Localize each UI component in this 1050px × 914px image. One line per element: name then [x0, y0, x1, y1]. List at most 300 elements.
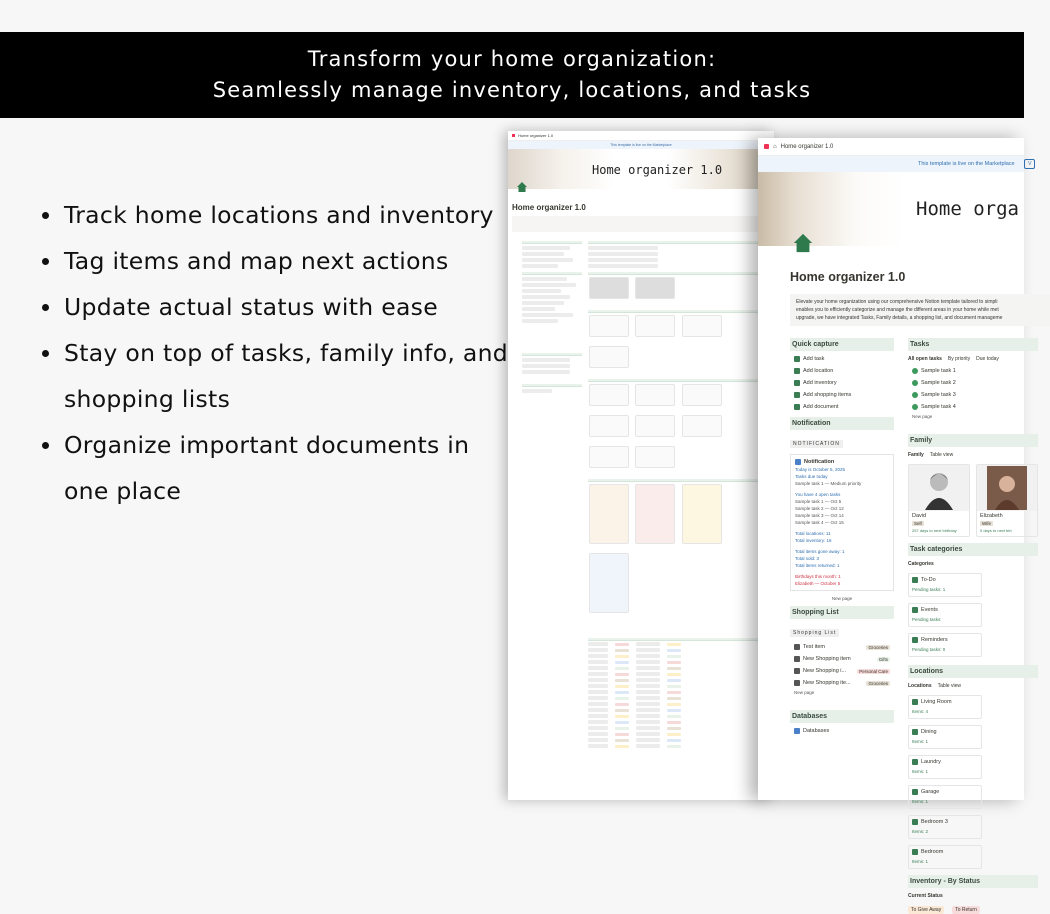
family-card[interactable]	[908, 464, 970, 537]
location-card-label: Living Room	[921, 699, 952, 705]
tab-family[interactable]: Family	[908, 452, 924, 458]
mini-tag	[667, 679, 681, 682]
mini-table-row	[588, 743, 763, 749]
databases-header: Databases	[790, 710, 894, 723]
add-icon	[794, 404, 800, 410]
tab-title[interactable]: Home organizer 1.0	[518, 133, 554, 138]
shopping-view-tab[interactable]: Shopping List	[790, 629, 839, 637]
mini-cell	[588, 702, 608, 706]
mini-card	[589, 553, 629, 613]
mini-section-header	[522, 384, 582, 387]
shopping-tag: Groceries	[868, 680, 888, 686]
header-banner	[0, 32, 1024, 118]
location-card-title	[912, 699, 978, 705]
mini-cell	[636, 744, 660, 748]
mini-tag	[667, 685, 681, 688]
mini-card	[682, 315, 722, 337]
mini-tag	[615, 679, 629, 682]
notification-header: Notification	[790, 417, 894, 430]
person-name: David	[912, 513, 927, 519]
pin-icon	[912, 759, 918, 765]
mini-card	[589, 484, 629, 544]
location-card[interactable]	[908, 845, 982, 869]
notification-heading	[795, 458, 889, 466]
mini-card	[682, 384, 722, 406]
notification-line: You have 4 open tasks	[795, 492, 841, 497]
locations-header: Locations	[908, 665, 1038, 678]
birthday-note: 257 days to next birthday	[912, 528, 957, 533]
feature-list	[40, 192, 510, 514]
task-categories-header: Task categories	[908, 543, 1038, 556]
mini-card	[635, 315, 675, 337]
inventory-status-columns	[908, 906, 1038, 914]
mini-row	[522, 246, 570, 250]
cart-icon	[794, 680, 800, 686]
location-card-title	[912, 729, 978, 735]
mini-row	[522, 364, 570, 368]
mini-tag	[667, 643, 681, 646]
quick-capture-label: Add inventory	[803, 380, 837, 386]
tasks-view-tabs	[908, 353, 1038, 365]
mini-tag	[615, 709, 629, 712]
mini-cell	[636, 654, 660, 658]
mini-cell	[636, 708, 660, 712]
category-card-label: Reminders	[921, 637, 948, 643]
quick-capture-header: Quick capture	[790, 338, 894, 351]
mini-tag	[615, 703, 629, 706]
right-column	[588, 237, 763, 749]
mini-tag	[615, 697, 629, 700]
location-card-title	[912, 789, 978, 795]
check-circle-icon[interactable]	[912, 392, 918, 398]
location-card-sub: Items: 2	[912, 829, 929, 834]
mini-row	[522, 264, 558, 268]
location-card-label: Garage	[921, 789, 940, 795]
mini-tag	[615, 739, 629, 742]
family-card[interactable]	[976, 464, 1038, 537]
app-icon	[512, 134, 515, 137]
shopping-item-name: New Shopping ite...	[803, 680, 851, 686]
banner-line-2: Seamlessly manage inventory, locations, and tasks	[212, 78, 812, 102]
task-item[interactable]	[908, 377, 1038, 389]
mini-tag	[615, 721, 629, 724]
mini-card	[589, 446, 629, 468]
pin-icon	[912, 819, 918, 825]
mini-tag	[615, 649, 629, 652]
mini-tag	[667, 709, 681, 712]
location-card[interactable]	[908, 815, 982, 839]
mini-cell	[588, 666, 608, 670]
mini-tag	[667, 697, 681, 700]
new-page-link[interactable]: New page	[831, 596, 853, 601]
mini-cell	[636, 696, 660, 700]
mini-cell	[636, 660, 660, 664]
location-card-label: Dining	[921, 729, 937, 735]
cart-icon	[794, 656, 800, 662]
mini-card	[635, 384, 675, 406]
notion-window-front	[758, 138, 1032, 913]
mini-cell	[588, 672, 608, 676]
add-icon	[794, 356, 800, 362]
mini-card	[635, 484, 675, 544]
family-header: Family	[908, 434, 1038, 447]
notification-date: Today is October 5, 2025	[795, 467, 846, 472]
shopping-item[interactable]	[790, 653, 894, 665]
mini-cell	[588, 720, 608, 724]
mini-cell	[636, 702, 660, 706]
mini-cell	[588, 726, 608, 730]
marketplace-notice: This template is live on the Marketplace	[508, 141, 774, 149]
category-card[interactable]	[908, 633, 982, 657]
house-icon	[792, 232, 814, 254]
location-card-title	[912, 759, 978, 765]
database-icon	[794, 728, 800, 734]
mini-section-header	[588, 241, 763, 244]
mini-table	[588, 641, 763, 749]
mini-row	[522, 252, 564, 256]
quick-capture-item[interactable]	[790, 353, 894, 365]
notion-window-back	[508, 131, 774, 800]
cart-icon	[794, 644, 800, 650]
callout-block	[512, 216, 770, 232]
mini-card	[635, 446, 675, 468]
mini-cell	[636, 690, 660, 694]
databases-link[interactable]	[790, 725, 894, 737]
cover-title: Home organizer 1.0	[592, 163, 723, 177]
tab-title[interactable]: Home organizer 1.0	[780, 143, 834, 150]
mini-row	[522, 283, 576, 287]
birthday-note: 0 days to next birt	[980, 528, 1012, 533]
mini-cell	[636, 720, 660, 724]
status-to-return[interactable]: To Return	[952, 906, 980, 914]
mini-tag	[667, 745, 681, 748]
notification-line: Sample task 2 — Oct 12	[795, 506, 844, 511]
mini-tag	[615, 733, 629, 736]
shopping-tag: Gifts	[878, 656, 888, 662]
location-card[interactable]	[908, 785, 982, 809]
quick-capture-label: Add document	[803, 404, 839, 410]
shopping-list	[790, 641, 894, 689]
quick-capture-label: Add shopping items	[803, 392, 852, 398]
notification-box	[790, 454, 894, 591]
feature-item: Stay on top of tasks, family info, and shopping lists	[40, 330, 510, 422]
person-name: Elizabeth	[980, 513, 1003, 519]
mini-tag	[615, 643, 629, 646]
mini-tag	[615, 655, 629, 658]
category-card-sub: Pending tasks:	[912, 617, 942, 622]
mini-tag	[667, 649, 681, 652]
inventory-header: Inventory - By Status	[908, 875, 1038, 888]
category-card-title	[912, 637, 978, 643]
feature-item: Track home locations and inventory	[40, 192, 510, 238]
mini-cell	[636, 738, 660, 742]
mini-row	[588, 246, 658, 250]
bell-icon	[795, 459, 801, 465]
feature-item: Tag items and map next actions	[40, 238, 510, 284]
quick-capture-item[interactable]	[790, 377, 894, 389]
mini-cell	[588, 744, 608, 748]
mini-cell	[588, 642, 608, 646]
feature-item: Update actual status with ease	[40, 284, 510, 330]
callout-block	[790, 294, 1050, 326]
mini-cell	[588, 708, 608, 712]
mini-tag	[615, 661, 629, 664]
window-tabbar	[758, 138, 1024, 156]
check-circle-icon[interactable]	[912, 404, 918, 410]
shopping-item[interactable]	[790, 665, 894, 677]
mini-cell	[636, 678, 660, 682]
callout-line: upgrade, we have integrated Tasks, Family details, a shopping list, and document manageme	[796, 315, 1003, 321]
mini-cell	[588, 696, 608, 700]
mini-row	[588, 252, 658, 256]
notification-line: Total inventory: 16	[795, 538, 832, 543]
mini-tag	[667, 691, 681, 694]
tab-locations[interactable]: Locations	[908, 683, 932, 689]
category-card[interactable]	[908, 603, 982, 627]
pin-icon	[912, 789, 918, 795]
task-list	[908, 365, 1038, 413]
mini-cell	[588, 678, 608, 682]
mini-row	[522, 277, 567, 281]
tab-table-view[interactable]: Table view	[937, 683, 961, 689]
mini-cell	[588, 738, 608, 742]
location-card-sub: Items: 4	[912, 709, 929, 714]
mini-tag	[667, 715, 681, 718]
quick-capture-label: Add task	[803, 356, 825, 362]
mini-tag	[667, 733, 681, 736]
add-icon	[794, 380, 800, 386]
shopping-item-name: New Shopping i...	[803, 668, 847, 674]
mini-row	[522, 258, 573, 262]
task-item[interactable]	[908, 389, 1038, 401]
mini-cell	[588, 684, 608, 688]
quick-capture-list	[790, 353, 894, 413]
task-name: Sample task 1	[921, 368, 956, 374]
cover-image	[508, 149, 774, 189]
location-card-sub: Items: 1	[912, 769, 929, 774]
house-tab-icon: ⌂	[773, 143, 777, 150]
mini-row	[522, 307, 555, 311]
avatar	[977, 465, 1037, 511]
right-column	[908, 338, 1038, 914]
category-gallery	[908, 573, 1038, 657]
mini-cell	[636, 714, 660, 718]
location-card[interactable]	[908, 695, 982, 719]
mini-cell	[636, 684, 660, 688]
notification-line: Total items returned: 1	[795, 563, 840, 568]
tab-due-today[interactable]: Due today	[976, 356, 999, 362]
mini-tag	[615, 685, 629, 688]
mini-row	[522, 358, 570, 362]
mini-row	[522, 370, 570, 374]
category-card-sub: Pending tasks: 0	[912, 647, 946, 652]
mini-tag	[667, 655, 681, 658]
category-card-title	[912, 577, 978, 583]
marketplace-notice	[758, 156, 1032, 172]
tab-all-open-tasks[interactable]: All open tasks	[908, 356, 942, 362]
mini-tag	[667, 667, 681, 670]
tab-categories[interactable]: Categories	[908, 561, 934, 567]
mini-cell	[636, 726, 660, 730]
location-card-sub: Items: 1	[912, 859, 929, 864]
status-to-give-away[interactable]: To Give Away	[908, 906, 944, 914]
family-view-tabs	[908, 449, 1038, 461]
mini-row	[522, 319, 558, 323]
mini-row	[522, 313, 573, 317]
relation-badge: Wife	[982, 521, 991, 526]
pin-icon	[912, 637, 918, 643]
notification-line: Tasks due today	[795, 474, 828, 479]
notification-line: Sample task 4 — Oct 15	[795, 520, 844, 525]
mini-cell	[636, 672, 660, 676]
mini-section-header	[522, 272, 582, 275]
mini-card	[682, 484, 722, 544]
mini-row	[522, 295, 570, 299]
task-name: Sample task 4	[921, 404, 956, 410]
notification-line: Sample task 1 — Medium priority	[795, 481, 862, 486]
house-icon	[516, 181, 528, 193]
check-circle-icon[interactable]	[912, 368, 918, 374]
mini-tag	[667, 721, 681, 724]
shopping-tag: Groceries	[868, 644, 888, 650]
left-column	[790, 338, 894, 737]
check-circle-icon[interactable]	[912, 380, 918, 386]
quick-capture-item[interactable]	[790, 365, 894, 377]
add-icon	[794, 368, 800, 374]
mini-cell	[588, 660, 608, 664]
page-title: Home organizer 1.0	[512, 203, 586, 212]
shopping-item-name: New Shopping item	[803, 656, 851, 662]
app-icon	[764, 144, 769, 149]
task-name: Sample task 3	[921, 392, 956, 398]
new-page-link[interactable]: New page	[912, 414, 933, 419]
tab-by-priority[interactable]: By priority	[947, 356, 971, 362]
category-card-label: To-Do	[921, 577, 936, 583]
mini-section-header	[522, 241, 582, 244]
location-card-title	[912, 819, 978, 825]
page-title: Home organizer 1.0	[790, 270, 906, 284]
inventory-view-tabs	[908, 890, 1038, 902]
categories-view-tabs	[908, 558, 1038, 570]
location-card[interactable]	[908, 755, 982, 779]
mini-card	[589, 277, 629, 299]
location-card-sub: Items: 1	[912, 739, 929, 744]
mini-tag	[615, 727, 629, 730]
mini-card	[682, 415, 722, 437]
mini-tag	[615, 691, 629, 694]
mini-tag	[615, 673, 629, 676]
tab-current-status[interactable]: Current Status	[908, 893, 943, 899]
task-item[interactable]	[908, 365, 1038, 377]
location-card-sub: Items: 1	[912, 799, 929, 804]
shopping-item[interactable]	[790, 677, 894, 689]
tab-table-view[interactable]: Table view	[929, 452, 954, 458]
cart-icon	[794, 668, 800, 674]
notification-line: Birthdays this month: 1	[795, 574, 841, 579]
task-name: Sample task 2	[921, 380, 956, 386]
mini-section-header	[522, 353, 582, 356]
pin-icon	[912, 699, 918, 705]
banner-line-1: Transform your home organization:	[307, 47, 717, 71]
mini-tag	[615, 667, 629, 670]
mini-cell	[588, 654, 608, 658]
notification-lines	[795, 473, 889, 587]
pin-icon	[912, 729, 918, 735]
shopping-tag: Personal Care	[859, 668, 888, 674]
shopping-list-header: Shopping List	[790, 606, 894, 619]
location-gallery	[908, 695, 1038, 869]
mini-row	[522, 389, 552, 393]
mini-row	[522, 289, 561, 293]
task-item[interactable]	[908, 401, 1038, 413]
mini-cell	[636, 732, 660, 736]
location-card-label: Bedroom 3	[921, 819, 948, 825]
category-card-title	[912, 607, 978, 613]
location-card[interactable]	[908, 725, 982, 749]
notification-line: Sample task 3 — Oct 14	[795, 513, 844, 518]
tasks-header: Tasks	[908, 338, 1038, 351]
callout-line: Elevate your home organization using our comprehensive Notion template tailored to simpli	[796, 299, 998, 305]
mini-cell	[588, 648, 608, 652]
mini-card	[589, 315, 629, 337]
mini-row	[522, 301, 564, 305]
category-card-sub: Pending tasks: 1	[912, 587, 946, 592]
window-tabbar	[508, 131, 774, 141]
new-page-link[interactable]: New page	[794, 690, 815, 695]
notification-line: Total sold: 3	[795, 556, 820, 561]
add-icon	[794, 392, 800, 398]
view-button[interactable]: V	[1024, 159, 1035, 169]
cover-image	[758, 172, 1024, 246]
mini-tag	[667, 673, 681, 676]
notice-text: This template is live on the Marketplace	[918, 161, 1015, 167]
cover-title: Home orga	[916, 198, 1019, 220]
mini-card	[589, 384, 629, 406]
mini-cell	[636, 642, 660, 646]
mini-card	[589, 415, 629, 437]
locations-view-tabs	[908, 680, 1038, 692]
notification-heading-text: Notification	[804, 459, 835, 465]
mini-cell	[588, 690, 608, 694]
mini-tag	[615, 745, 629, 748]
mini-tag	[667, 661, 681, 664]
mini-tag	[667, 703, 681, 706]
mini-tag	[667, 739, 681, 742]
pin-icon	[912, 577, 918, 583]
mini-cell	[636, 648, 660, 652]
relation-badge: Self	[914, 521, 922, 526]
mini-row	[588, 258, 658, 262]
pin-icon	[912, 607, 918, 613]
mini-cell	[588, 714, 608, 718]
mini-tag	[667, 727, 681, 730]
notification-line: Total items gone away: 1	[795, 549, 845, 554]
location-card-title	[912, 849, 978, 855]
category-card[interactable]	[908, 573, 982, 597]
mini-cell	[636, 666, 660, 670]
notification-line: Sample task 1 — Oct 5	[795, 499, 842, 504]
mini-cell	[588, 732, 608, 736]
pin-icon	[912, 849, 918, 855]
callout-line: enables you to efficiently categorize and manage the different areas in your home while met	[796, 307, 999, 313]
notification-view-tab[interactable]: NOTIFICATION	[790, 440, 843, 448]
avatar	[909, 465, 969, 511]
mini-row	[588, 264, 658, 268]
shopping-item[interactable]	[790, 641, 894, 653]
family-gallery	[908, 464, 1038, 537]
quick-capture-item[interactable]	[790, 401, 894, 413]
quick-capture-item[interactable]	[790, 389, 894, 401]
